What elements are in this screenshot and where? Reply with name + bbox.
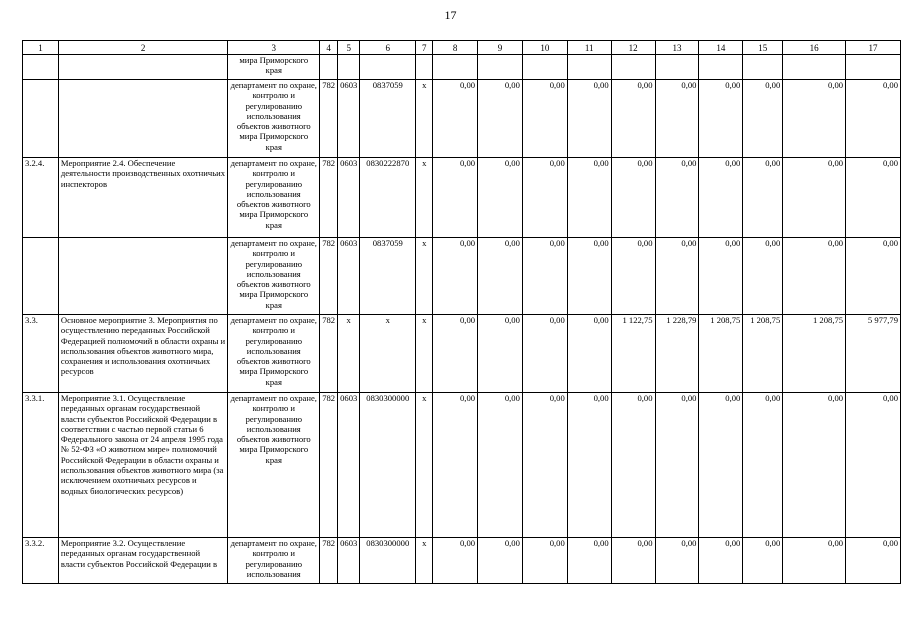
- executor-cell: департамент по охране, контролю и регулированию использования: [228, 538, 320, 584]
- section-cell: 0603: [338, 80, 360, 158]
- header-cell: 5: [338, 41, 360, 55]
- amount-cell: 0,00: [846, 538, 901, 584]
- target-article-cell: 0837059: [360, 238, 416, 315]
- header-cell: 7: [416, 41, 433, 55]
- row-number-cell: 3.3.: [23, 315, 59, 393]
- amount-cell: 0,00: [655, 393, 699, 538]
- amount-cell: 0,00: [783, 538, 846, 584]
- header-cell: 16: [783, 41, 846, 55]
- executor-cell: департамент по охране, контролю и регулированию использования объектов животного мира Приморского края: [228, 238, 320, 315]
- amount-cell: 0,00: [743, 538, 783, 584]
- executor-cell: департамент по охране, контролю и регулированию использования объектов животного мира Приморского края: [228, 315, 320, 393]
- header-cell: 1: [23, 41, 59, 55]
- amount-cell: 0,00: [655, 158, 699, 238]
- amount-cell: [611, 55, 655, 80]
- header-cell: 4: [320, 41, 338, 55]
- amount-cell: 0,00: [478, 393, 523, 538]
- row-number-cell: [23, 80, 59, 158]
- header-row: [23, 41, 901, 55]
- amount-cell: 0,00: [567, 238, 611, 315]
- header-cell: 9: [478, 41, 523, 55]
- executor-cell: департамент по охране, контролю и регулированию использования объектов животного мира Приморского края: [228, 393, 320, 538]
- grbs-cell: 782: [320, 158, 338, 238]
- amount-cell: 0,00: [567, 80, 611, 158]
- amount-cell: 0,00: [433, 393, 478, 538]
- activity-name-cell: [58, 238, 227, 315]
- row-number-cell: [23, 238, 59, 315]
- grbs-cell: 782: [320, 80, 338, 158]
- amount-cell: [743, 55, 783, 80]
- amount-cell: 0,00: [522, 315, 567, 393]
- amount-cell: 1 208,75: [743, 315, 783, 393]
- amount-cell: 0,00: [478, 315, 523, 393]
- table-row: [23, 158, 901, 238]
- table-row: [23, 315, 901, 393]
- row-number-cell: 3.2.4.: [23, 158, 59, 238]
- executor-cell: мира Приморского края: [228, 55, 320, 80]
- amount-cell: [655, 55, 699, 80]
- amount-cell: 0,00: [846, 238, 901, 315]
- activity-name-cell: Основное мероприятие 3. Мероприятия по осуществлению переданных Российской Федерацией полномочий в области охраны и использования объектов животного мира, сохранения и использования охотничьих ресурсов: [58, 315, 227, 393]
- section-cell: 0603: [338, 538, 360, 584]
- amount-cell: 0,00: [478, 238, 523, 315]
- amount-cell: 0,00: [611, 80, 655, 158]
- amount-cell: 0,00: [567, 393, 611, 538]
- row-number-cell: 3.3.2.: [23, 538, 59, 584]
- amount-cell: 0,00: [743, 393, 783, 538]
- target-article-cell: 0830222870: [360, 158, 416, 238]
- amount-cell: 0,00: [655, 80, 699, 158]
- amount-cell: 0,00: [611, 158, 655, 238]
- amount-cell: 1 208,75: [783, 315, 846, 393]
- amount-cell: 0,00: [699, 393, 743, 538]
- amount-cell: 0,00: [783, 80, 846, 158]
- amount-cell: 0,00: [567, 538, 611, 584]
- amount-cell: 0,00: [522, 538, 567, 584]
- amount-cell: 1 208,75: [699, 315, 743, 393]
- grbs-cell: 782: [320, 538, 338, 584]
- header-cell: 3: [228, 41, 320, 55]
- amount-cell: 0,00: [433, 158, 478, 238]
- amount-cell: [522, 55, 567, 80]
- header-cell: 13: [655, 41, 699, 55]
- expense-type-cell: x: [416, 80, 433, 158]
- program-table: [22, 40, 901, 584]
- row-number-cell: 3.3.1.: [23, 393, 59, 538]
- amount-cell: 0,00: [743, 80, 783, 158]
- section-cell: 0603: [338, 238, 360, 315]
- amount-cell: 0,00: [522, 80, 567, 158]
- header-cell: 10: [522, 41, 567, 55]
- header-cell: 15: [743, 41, 783, 55]
- expense-type-cell: x: [416, 315, 433, 393]
- amount-cell: [478, 55, 523, 80]
- amount-cell: [699, 55, 743, 80]
- activity-name-cell: [58, 80, 227, 158]
- amount-cell: 0,00: [478, 158, 523, 238]
- amount-cell: 0,00: [846, 393, 901, 538]
- amount-cell: 0,00: [433, 238, 478, 315]
- amount-cell: 0,00: [478, 538, 523, 584]
- activity-name-cell: Мероприятие 3.1. Осуществление переданных органам государственной власти субъектов Российской Федерации в соответствии с частью первой статьи 6 Федерального закона от 24 апреля 1995 года № 52-ФЗ «О животном мире» полномочий Российской Федерации в области охраны и использования объектов животного мира (за исключением охотничьих ресурсов и водных биологических ресурсов): [58, 393, 227, 538]
- expense-type-cell: x: [416, 158, 433, 238]
- amount-cell: 0,00: [611, 538, 655, 584]
- amount-cell: 0,00: [567, 158, 611, 238]
- activity-name-cell: Мероприятие 2.4. Обеспечение деятельности производственных охотничьих инспекторов: [58, 158, 227, 238]
- expense-type-cell: [416, 55, 433, 80]
- amount-cell: [567, 55, 611, 80]
- header-cell: 8: [433, 41, 478, 55]
- target-article-cell: x: [360, 315, 416, 393]
- amount-cell: 0,00: [522, 158, 567, 238]
- amount-cell: 0,00: [611, 238, 655, 315]
- amount-cell: 1 228,79: [655, 315, 699, 393]
- row-number-cell: [23, 55, 59, 80]
- amount-cell: 1 122,75: [611, 315, 655, 393]
- header-cell: 12: [611, 41, 655, 55]
- header-cell: 17: [846, 41, 901, 55]
- amount-cell: 0,00: [783, 158, 846, 238]
- amount-cell: 5 977,79: [846, 315, 901, 393]
- amount-cell: 0,00: [611, 393, 655, 538]
- amount-cell: 0,00: [655, 238, 699, 315]
- amount-cell: 0,00: [433, 80, 478, 158]
- target-article-cell: 0837059: [360, 80, 416, 158]
- amount-cell: 0,00: [699, 158, 743, 238]
- grbs-cell: 782: [320, 393, 338, 538]
- activity-name-cell: [58, 55, 227, 80]
- header-cell: 11: [567, 41, 611, 55]
- table-row: [23, 393, 901, 538]
- amount-cell: 0,00: [522, 238, 567, 315]
- activity-name-cell: Мероприятие 3.2. Осуществление переданных органам государственной власти субъектов Российской Федерации в: [58, 538, 227, 584]
- header-cell: 14: [699, 41, 743, 55]
- amount-cell: 0,00: [655, 538, 699, 584]
- header-cell: 6: [360, 41, 416, 55]
- grbs-cell: 782: [320, 315, 338, 393]
- amount-cell: 0,00: [699, 80, 743, 158]
- amount-cell: 0,00: [478, 80, 523, 158]
- expense-type-cell: x: [416, 238, 433, 315]
- amount-cell: 0,00: [743, 238, 783, 315]
- header-cell: 2: [58, 41, 227, 55]
- amount-cell: 0,00: [433, 538, 478, 584]
- page-number: 17: [444, 8, 457, 22]
- expense-type-cell: x: [416, 538, 433, 584]
- target-article-cell: [360, 55, 416, 80]
- table-row: [23, 80, 901, 158]
- amount-cell: 0,00: [846, 80, 901, 158]
- amount-cell: 0,00: [522, 393, 567, 538]
- amount-cell: [846, 55, 901, 80]
- amount-cell: [433, 55, 478, 80]
- amount-cell: [783, 55, 846, 80]
- table-row: [23, 55, 901, 80]
- amount-cell: 0,00: [783, 238, 846, 315]
- amount-cell: 0,00: [699, 238, 743, 315]
- grbs-cell: 782: [320, 238, 338, 315]
- executor-cell: департамент по охране, контролю и регулированию использования объектов животного мира Приморского края: [228, 80, 320, 158]
- section-cell: [338, 55, 360, 80]
- section-cell: x: [338, 315, 360, 393]
- amount-cell: 0,00: [846, 158, 901, 238]
- section-cell: 0603: [338, 158, 360, 238]
- target-article-cell: 0830300000: [360, 393, 416, 538]
- amount-cell: 0,00: [433, 315, 478, 393]
- grbs-cell: [320, 55, 338, 80]
- target-article-cell: 0830300000: [360, 538, 416, 584]
- executor-cell: департамент по охране, контролю и регулированию использования объектов животного мира Приморского края: [228, 158, 320, 238]
- table-row: [23, 238, 901, 315]
- amount-cell: 0,00: [783, 393, 846, 538]
- expense-type-cell: x: [416, 393, 433, 538]
- amount-cell: 0,00: [743, 158, 783, 238]
- section-cell: 0603: [338, 393, 360, 538]
- amount-cell: 0,00: [699, 538, 743, 584]
- amount-cell: 0,00: [567, 315, 611, 393]
- table-row: [23, 538, 901, 584]
